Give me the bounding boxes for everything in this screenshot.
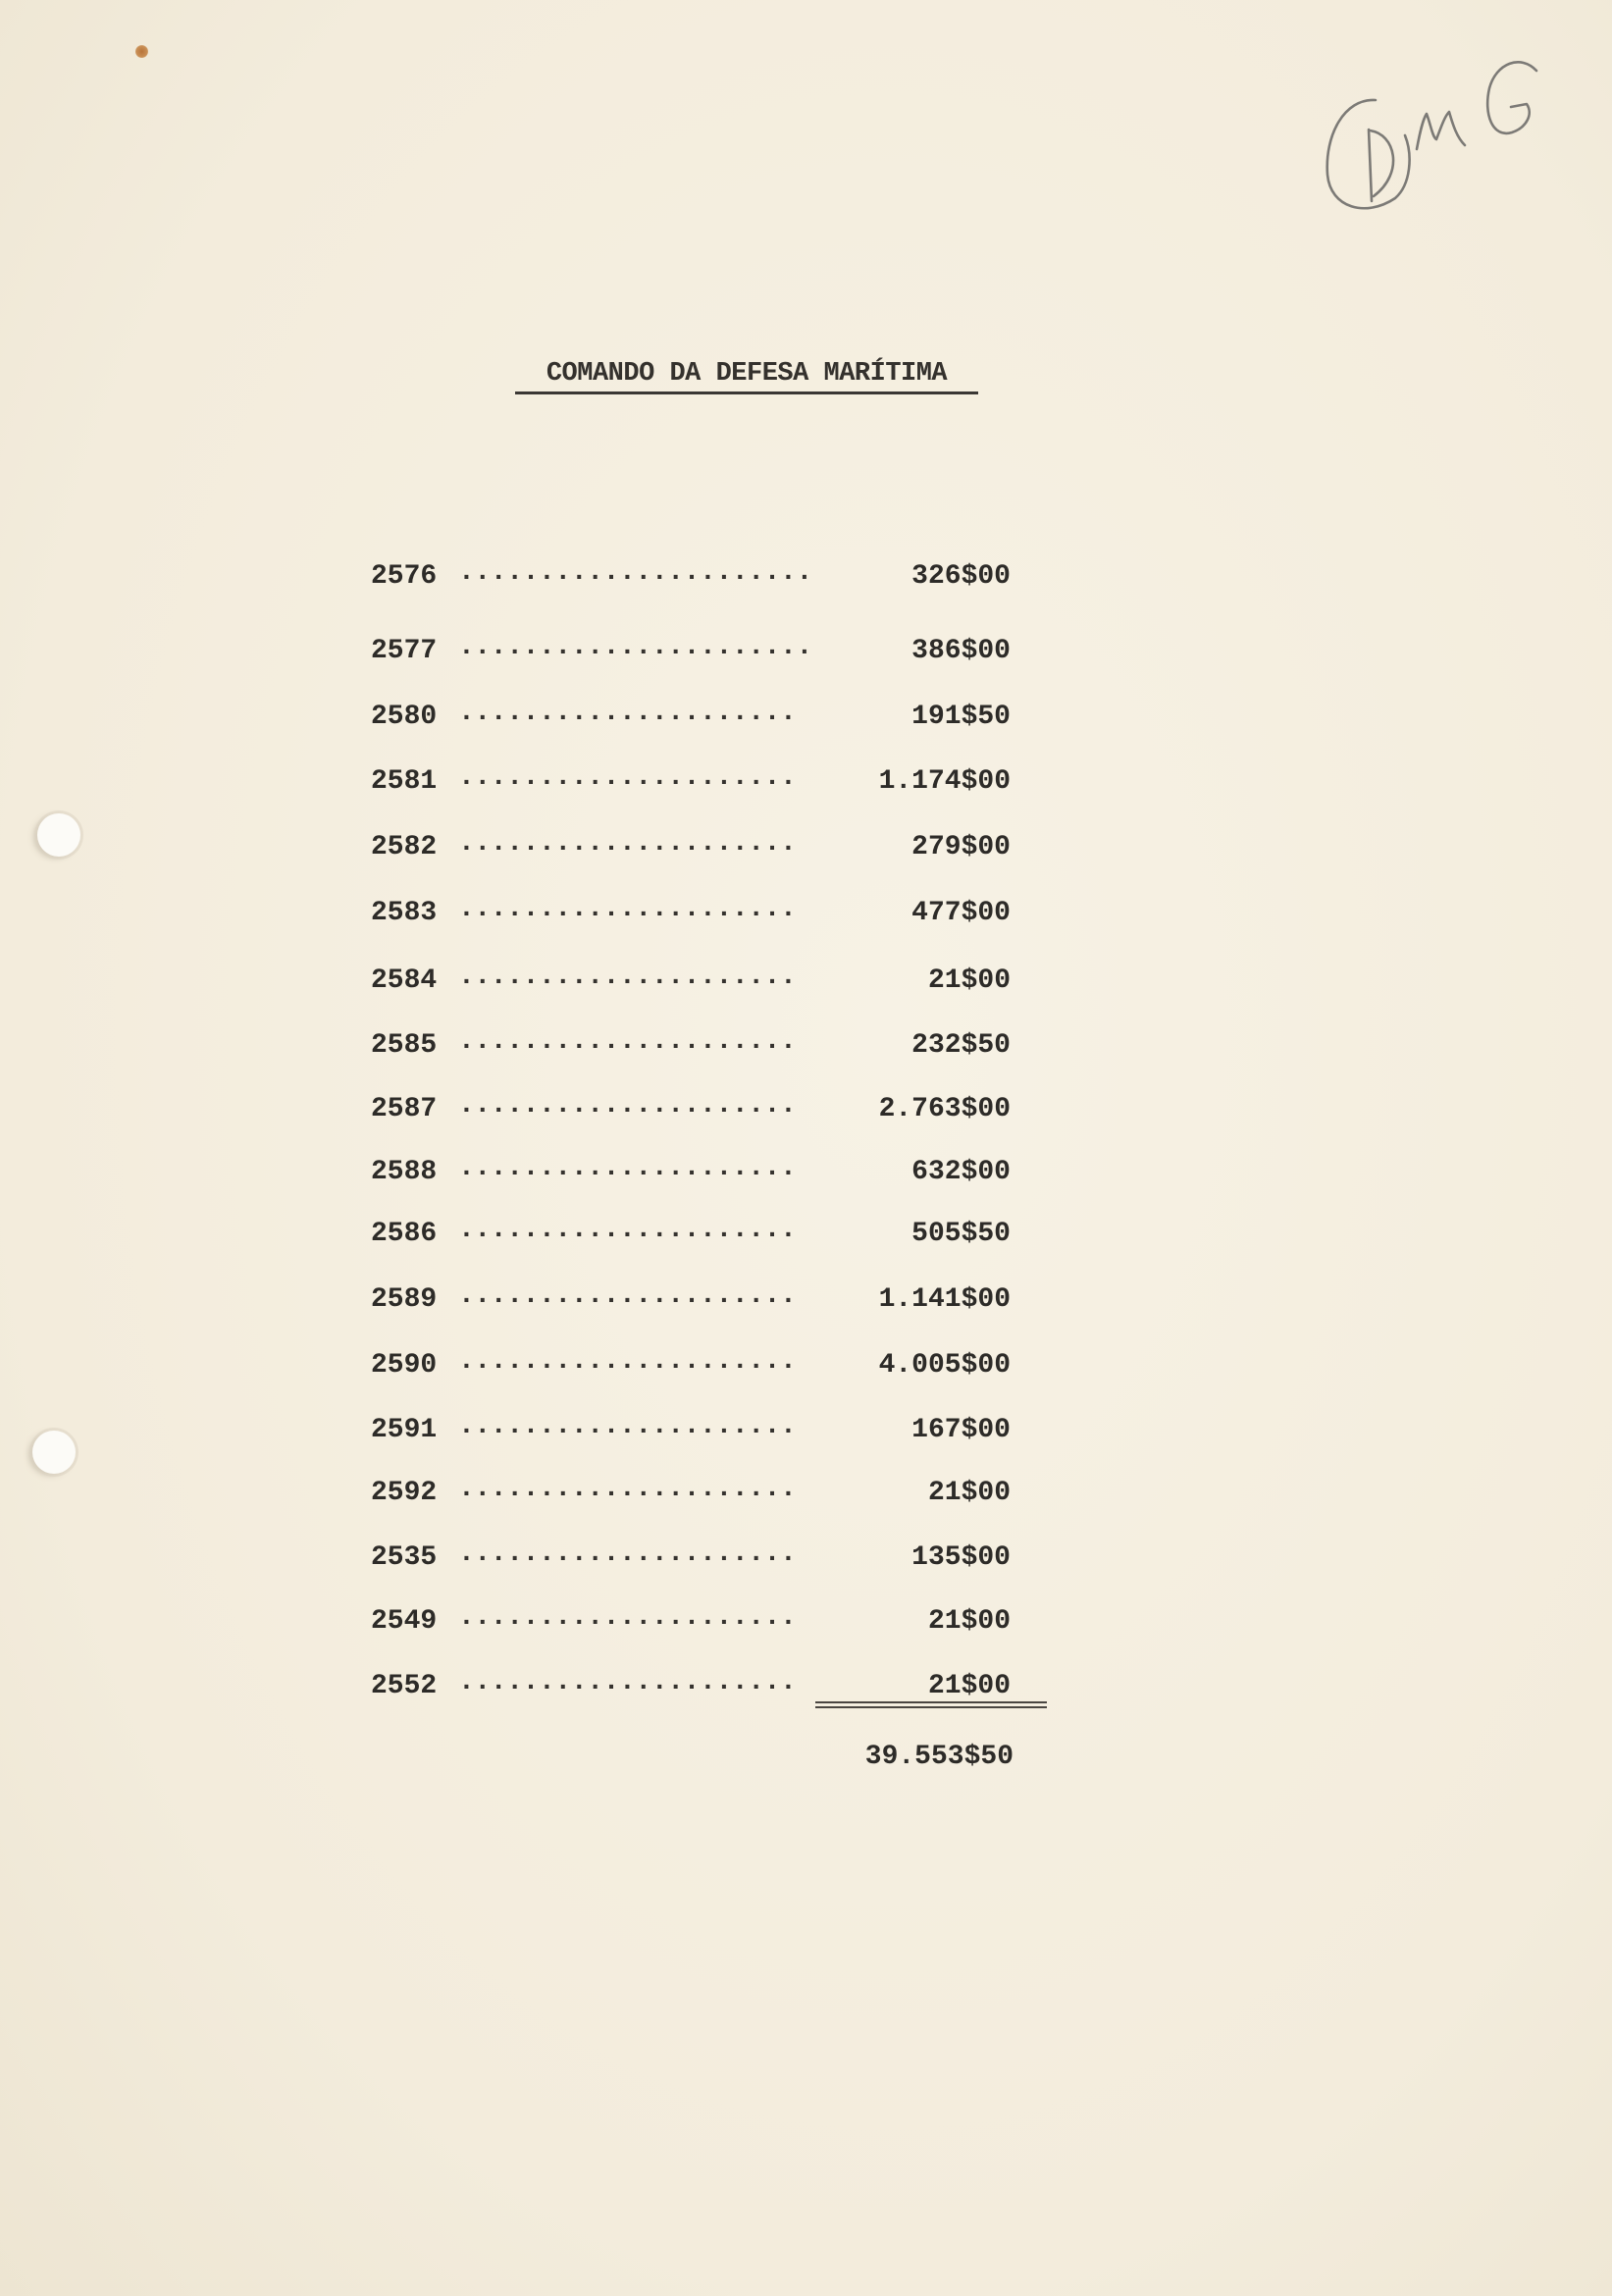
dot-leader: ..................... — [458, 828, 797, 859]
entry-amount: 1.141$00 — [878, 1284, 1011, 1315]
ledger-row — [371, 1602, 1011, 1638]
entry-amount: 326$00 — [911, 561, 1011, 592]
dot-leader: ..................... — [458, 698, 797, 728]
entry-number: 2590 — [371, 1350, 438, 1381]
entry-amount: 21$00 — [927, 1606, 1011, 1637]
ledger-row — [371, 1280, 1011, 1316]
ledger-row — [371, 1474, 1011, 1509]
entry-number: 2587 — [371, 1094, 438, 1124]
dot-leader: ..................... — [458, 1474, 797, 1504]
dot-leader: ..................... — [458, 894, 797, 924]
entry-number: 2589 — [371, 1284, 438, 1315]
ledger-row — [371, 1153, 1011, 1188]
entry-amount: 135$00 — [911, 1542, 1011, 1573]
dot-leader: ..................... — [458, 1411, 797, 1441]
dot-leader: ..................... — [458, 1153, 797, 1183]
entry-number: 2577 — [371, 636, 438, 666]
dot-leader: ..................... — [458, 1667, 797, 1697]
entry-amount: 505$50 — [911, 1219, 1011, 1249]
entry-number: 2535 — [371, 1542, 438, 1573]
entry-amount: 632$00 — [911, 1157, 1011, 1187]
entry-number: 2588 — [371, 1157, 438, 1187]
ledger-row — [371, 1667, 1011, 1702]
entry-amount: 386$00 — [911, 636, 1011, 666]
entry-amount: 167$00 — [911, 1415, 1011, 1445]
entry-amount: 1.174$00 — [878, 766, 1011, 797]
entry-amount: 477$00 — [911, 898, 1011, 928]
dot-leader: ..................... — [458, 1026, 797, 1057]
ledger-row — [371, 1090, 1011, 1125]
entry-amount: 21$00 — [927, 1478, 1011, 1508]
entry-amount: 2.763$00 — [878, 1094, 1011, 1124]
dot-leader: ...................... — [458, 557, 812, 588]
ledger-row — [371, 894, 1011, 929]
entry-number: 2581 — [371, 766, 438, 797]
entry-number: 2549 — [371, 1606, 438, 1637]
dot-leader: ..................... — [458, 1602, 797, 1633]
entry-number: 2582 — [371, 832, 438, 862]
entry-number: 2580 — [371, 702, 438, 732]
entry-amount: 279$00 — [911, 832, 1011, 862]
entry-amount: 232$50 — [911, 1030, 1011, 1061]
dot-leader: ..................... — [458, 762, 797, 793]
ledger-row — [371, 698, 1011, 733]
entry-number: 2591 — [371, 1415, 438, 1445]
ledger-row — [371, 1346, 1011, 1382]
dot-leader: ...................... — [458, 632, 812, 662]
dot-leader: ..................... — [458, 1215, 797, 1245]
total-amount: 39.553$50 — [864, 1742, 1014, 1772]
ledger-row — [371, 762, 1011, 798]
entry-number: 2586 — [371, 1219, 438, 1249]
ledger-row — [371, 962, 1011, 997]
dot-leader: ..................... — [458, 1280, 797, 1311]
ledger-row — [371, 1411, 1011, 1446]
entry-number: 2576 — [371, 561, 438, 592]
entry-amount: 21$00 — [927, 1671, 1011, 1701]
dot-leader: ..................... — [458, 962, 797, 992]
handwritten-initials — [1315, 39, 1550, 226]
ledger-row — [371, 1215, 1011, 1250]
ledger-row — [371, 1026, 1011, 1062]
total-double-underline — [815, 1701, 1047, 1708]
entry-amount: 191$50 — [911, 702, 1011, 732]
entry-number: 2584 — [371, 965, 438, 996]
entry-number: 2583 — [371, 898, 438, 928]
entry-number: 2585 — [371, 1030, 438, 1061]
dot-leader: ..................... — [458, 1090, 797, 1121]
ledger-row — [371, 1539, 1011, 1574]
page-title: COMANDO DA DEFESA MARÍTIMA — [515, 359, 978, 394]
entry-number: 2592 — [371, 1478, 438, 1508]
ledger-row — [371, 632, 1011, 667]
dot-leader: ..................... — [458, 1539, 797, 1569]
rust-spot — [135, 45, 148, 58]
punch-hole-upper — [37, 813, 80, 857]
entry-amount: 21$00 — [927, 965, 1011, 996]
ledger-row — [371, 828, 1011, 863]
ledger-row — [371, 557, 1011, 593]
entry-number: 2552 — [371, 1671, 438, 1701]
dot-leader: ..................... — [458, 1346, 797, 1377]
punch-hole-lower — [32, 1431, 76, 1474]
entry-amount: 4.005$00 — [878, 1350, 1011, 1381]
